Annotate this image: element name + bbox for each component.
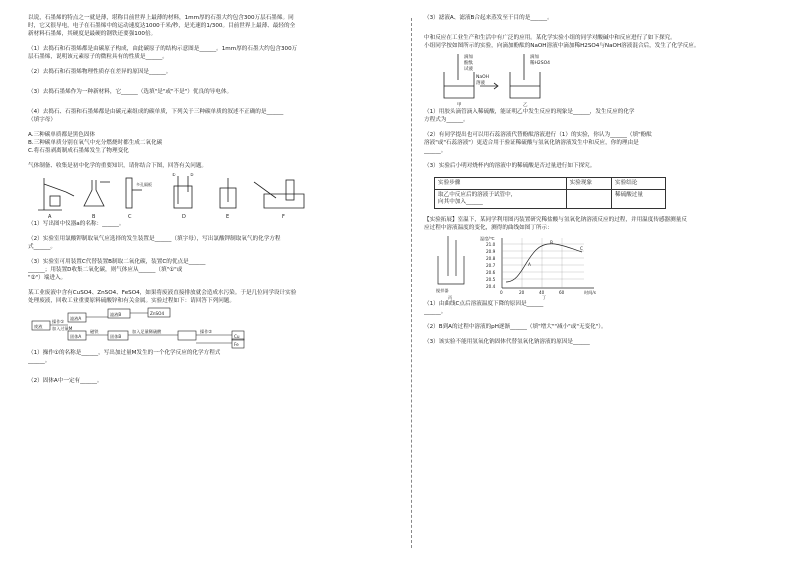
waste-intro-1: 某工业废液中含有CuSO4、ZnSO4、FeSO4，如果将废液直接排放就会造成水污染。于是几位同学设计实验 xyxy=(28,290,297,296)
beaker1-note-1: 滴加 xyxy=(464,55,473,60)
figure-label-e: E xyxy=(226,214,230,220)
table-row1-step-b: 向其中加入______ xyxy=(438,199,483,205)
question-1a: （1）去捣石和石墨烯都是由碳原子构成，由此碳原子的结构示意图是______。1mm厚的石墨大约包含300万 xyxy=(28,46,298,52)
waste-question-1a: （1）操作①的名称是______，写出加过量M发生的一个化学反应的化学方程式 xyxy=(28,350,221,356)
figure-label-a: A xyxy=(48,214,52,220)
gas-question-3a: （3）实验室可用装置C代替装置B制取二氧化碳，装置C的优点是______ xyxy=(28,259,206,265)
flow-filtrate-b: 滤液B xyxy=(110,312,122,317)
flow-op1: 操作① xyxy=(52,319,65,324)
question-1b: 层石墨烯，说明该元素原子的微粒具有的性质是______。 xyxy=(28,54,168,60)
option-b: B.三种碳单质分别在氧气中充分燃烧时都生成二氧化碳 xyxy=(28,140,163,146)
extension-intro-1: 【实验拓展】室温下，某同学利用图丙装置研究稀盐酸与氢氧化钠溶液反应的过程，并用温度传感器测量反 xyxy=(424,217,687,223)
table-header-conclusion: 实验结论 xyxy=(612,178,666,190)
table-header-row xyxy=(435,178,666,190)
table-header-step: 实验步骤 xyxy=(435,178,567,190)
port-2-label: ② xyxy=(190,172,194,177)
figure-label-b: B xyxy=(92,214,96,220)
ytick-206: 20.6 xyxy=(486,270,496,275)
right-column xyxy=(424,14,766,346)
flow-cu: Cu xyxy=(234,334,240,339)
beaker-figure xyxy=(424,50,766,108)
point-b-label: B xyxy=(550,240,553,245)
neutral-question-1a: （1）用胶头滴管滴入稀硫酸，能证明乙中发生反应的现象是______，发生反应的化学 xyxy=(424,109,635,115)
figure-label-d: D xyxy=(182,214,186,220)
ytick-210: 21.0 xyxy=(486,242,496,247)
waste-intro-2: 处理废液，回收工业重要原料硫酸锌和有关金属。实验过程如下：请回答下列问题。 xyxy=(28,298,235,304)
graph-x-label: 时间/s xyxy=(584,290,596,295)
waste-question-2: （2）固体A中一定有______。 xyxy=(28,378,103,384)
option-a: A.三种碳单质都是黑色固体 xyxy=(28,132,96,138)
intro-line-1: 以说，石墨烯的特点之一就是薄，堪称目前世界上最薄的材料，1mm厚的石墨大约包含300万层石墨烯。同 xyxy=(28,15,294,21)
table-row1-conclusion: 稀硫酸过量 xyxy=(612,190,666,209)
neutral-question-2c: ______。 xyxy=(424,148,447,154)
figure-label-f: F xyxy=(282,214,285,220)
flow-filtrate-a: 滤液A xyxy=(70,316,82,321)
label-bing: 丙 xyxy=(448,295,453,300)
ytick-205: 20.5 xyxy=(486,277,496,282)
neutral-question-1b: 方程式为______。 xyxy=(424,117,469,123)
temperature-curve xyxy=(506,244,582,282)
question-4a: （4）去捣石、石墨和石墨烯都是由碳元素组成的碳单质，下列关于三种碳单质的叙述不正确的是______ xyxy=(28,109,284,115)
beaker-solution-2: 溶液 xyxy=(476,81,485,86)
graph-y-label: 温度/℃ xyxy=(480,236,495,241)
stirrer-label: 搅拌器 xyxy=(436,288,449,293)
option-c: C.将石墨剥离制成石墨烯发生了物理变化 xyxy=(28,148,129,154)
flow-solid-b: 固体B xyxy=(110,334,122,339)
xtick-0: 0 xyxy=(500,290,503,295)
temperature-svg xyxy=(424,232,766,300)
figure-label-c: C xyxy=(128,214,132,220)
ytick-207: 20.7 xyxy=(486,263,496,268)
flow-op2: 操作② xyxy=(200,329,213,334)
column-divider xyxy=(411,18,412,548)
temperature-figure xyxy=(424,232,766,300)
beaker-solution-1: NaOH xyxy=(476,75,490,80)
question-3: （3）去捣石墨烯作为一种新材料，它______（选填"是"或"不是"）优良的导电体。 xyxy=(28,89,233,95)
gas-question-3b: ______；用装置D收集二氧化碳，则气体应从______（填"①"或 xyxy=(28,267,183,273)
experiment-table xyxy=(434,177,666,209)
table-row1-phenomenon xyxy=(566,190,611,209)
beaker1-note-2: 酚酞 xyxy=(464,61,473,66)
point-c-label: C xyxy=(580,246,583,251)
ytick-204: 20.4 xyxy=(486,284,496,289)
flow-znso4: ZnSO4 xyxy=(150,311,165,316)
flow-solid-a: 固体A xyxy=(70,334,82,339)
flow-chart xyxy=(28,305,400,349)
perforated-plate-note: 多孔隔板 xyxy=(136,182,152,187)
gas-question-3c: "②"）端进入。 xyxy=(28,275,67,281)
flow-add-m: 加入过量M xyxy=(52,326,73,331)
left-column xyxy=(28,14,400,385)
ytick-208: 20.8 xyxy=(486,256,496,261)
flow-fe: Fe xyxy=(234,342,239,347)
question-4b: （填字母） xyxy=(28,117,56,123)
extension-question-3: （3）该实验不能用氢氧化钠固体代替氢氧化钠溶液的原因是______ xyxy=(424,339,590,345)
flow-magnet: 磁铁 xyxy=(90,329,99,334)
point-a-label: A xyxy=(528,262,531,267)
intro-line-2: 时，它又很导电，电子在石墨烯中的运动速度达1000千米/秒，是光速的1/300。目前世界上最薄、最轻的全 xyxy=(28,23,296,29)
neutral-intro-1: 中和反应在工业生产和生活中有广泛的应用。某化学实验小组的同学对酸碱中和反应进行了如下探究。 xyxy=(424,35,676,41)
extension-intro-2: 应过程中溶液温度的变化，测得的曲线如图丁所示： xyxy=(424,225,553,231)
xtick-60: 60 xyxy=(559,290,565,295)
flow-waste: 废液 xyxy=(34,324,43,329)
label-yi: 乙 xyxy=(523,103,528,108)
beaker-svg xyxy=(424,50,766,108)
intro-line-3: 新材料石墨烯，其硬度是最硬的钢铁还要强100倍。 xyxy=(28,31,157,37)
filtrate-question-3: （3）滤液A、滤液B合起来蒸发至干目的是______。 xyxy=(424,15,553,21)
question-2: （2）去捣石和石墨烯物理性质存在差异的原因是______。 xyxy=(28,69,172,75)
label-ding: 丁 xyxy=(542,295,547,300)
extension-question-1b: ______。 xyxy=(424,309,447,315)
neutral-question-3: （3）实验后小明对烧杯内的溶液中的稀硫酸是否过量进行如下探究。 xyxy=(424,163,596,169)
neutral-question-2b: 溶液"或"石蕊溶液"）更适合用于验证稀硫酸与氢氧化钠溶液发生中和反应，你的理由是 xyxy=(424,140,639,146)
beaker2-note-1: 滴加 xyxy=(530,55,539,60)
gas-question-1: （1）写出图中仪器a的名称：______。 xyxy=(28,221,125,227)
label-jia: 甲 xyxy=(457,103,462,108)
gas-question-2a: （2）实验室用氯酸钾制取氧气应选择的发生装置是______（填字母），写出氯酸钾制取氧气的化学方程 xyxy=(28,236,281,242)
extension-question-2: （2）B到A的过程中溶液的pH逐渐______（填"增大""减小"或"无变化"）。 xyxy=(424,324,607,330)
flow-add-acid: 加入足量稀硫酸 xyxy=(132,329,162,334)
apparatus-svg xyxy=(28,170,400,220)
port-1-label: ① xyxy=(172,172,176,177)
flow-chart-svg xyxy=(28,305,400,349)
neutral-question-2a: （2）有同学提出也可以用石蕊溶液代替酚酞溶液进行（1）的实验，你认为______（填"酚酞 xyxy=(424,132,652,138)
apparatus-figure xyxy=(28,170,400,220)
xtick-20: 20 xyxy=(519,290,525,295)
ytick-209: 20.9 xyxy=(486,249,496,254)
table-header-phenomenon: 实验现象 xyxy=(566,178,611,190)
waste-question-1b: ______。 xyxy=(28,358,51,364)
table-row xyxy=(435,190,666,209)
gas-intro: 气体制备、收集是初中化学的重要知识，请你结合下图，回答有关问题。 xyxy=(28,163,208,169)
table-row1-step-a: 取乙中反应后的溶液于试管中， xyxy=(438,192,517,198)
beaker2-note-2: 稀H2SO4 xyxy=(530,61,551,66)
extension-question-1a: （1）由曲线C点后溶液温度下降的原因是______ xyxy=(424,301,544,307)
neutral-intro-2: 小组同学按如图所示的实验，向滴加酚酞的NaOH溶液中滴加稀H2SO4与NaOH溶液混合后，发生了化学反应。 xyxy=(424,43,700,49)
beaker1-note-3: 试液 xyxy=(464,67,473,72)
xtick-40: 40 xyxy=(539,290,545,295)
gas-question-2b: 式______。 xyxy=(28,244,56,250)
